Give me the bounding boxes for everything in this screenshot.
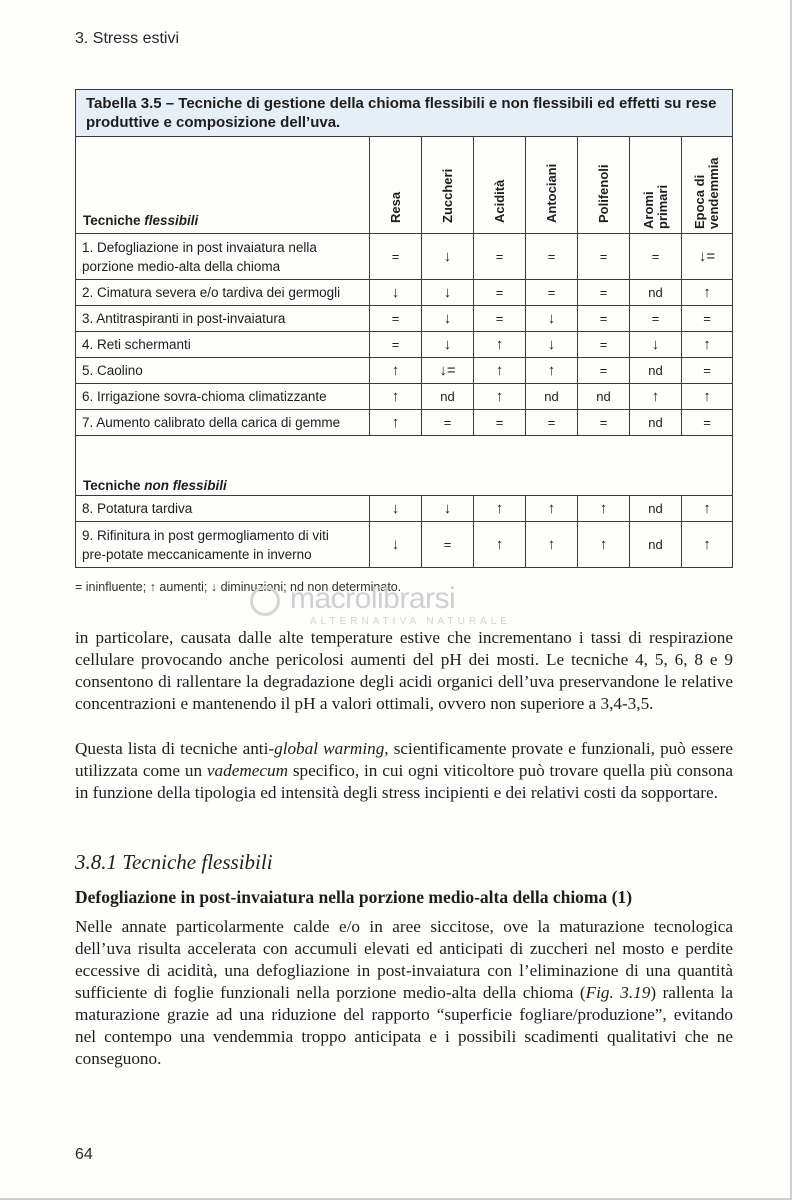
column-header: Epoca di vendemmia xyxy=(682,137,733,234)
table-legend: = ininfluente; ↑ aumenti; ↓ diminuzioni; nd non determinato. xyxy=(75,580,402,594)
flexible-header xyxy=(76,137,370,234)
table-cell: ↑ xyxy=(370,358,422,384)
table-cell: ↓= xyxy=(422,358,474,384)
table-cell: ↓ xyxy=(422,280,474,306)
table-cell: ↑ xyxy=(474,522,526,568)
table-cell: ↑ xyxy=(682,332,733,358)
table-cell: ↓ xyxy=(422,332,474,358)
watermark-brand: macrolibrarsi xyxy=(290,582,456,615)
table-cell: = xyxy=(526,234,578,280)
row-label: 5. Caolino xyxy=(76,358,370,384)
paragraph-1: in particolare, causata dalle alte temperature estive che incrementano i tassi di respirazione cellulare provocando anche pericolosi aumenti del pH dei mosti. Le tecniche 4, 5, 6, 8 e 9 consentono di rallentare la degradazione degli acidi organici dell’uva preservandone le relative concentrazioni e mantenendo il pH a valori ottimali, ovvero non superiore a 3,4-3,5. xyxy=(75,628,733,713)
table-cell: ↓ xyxy=(422,496,474,522)
column-header: Antociani xyxy=(526,137,578,234)
column-header: Acidità xyxy=(474,137,526,234)
table-cell: = xyxy=(370,306,422,332)
table-cell: ↑ xyxy=(474,384,526,410)
table-row xyxy=(76,496,733,522)
table-caption: Tabella 3.5 – Tecniche di gestione della chioma flessibili e non flessibili ed effetti su rese produttive e composizione dell’uva. xyxy=(76,90,733,137)
row-label: 6. Irrigazione sovra-chioma climatizzante xyxy=(76,384,370,410)
table-cell: = xyxy=(370,332,422,358)
table-cell: ↑ xyxy=(474,332,526,358)
column-header: Polifenoli xyxy=(578,137,630,234)
table-row xyxy=(76,332,733,358)
running-head: 3. Stress estivi xyxy=(75,30,180,47)
table-cell: = xyxy=(474,234,526,280)
watermark-logo-icon xyxy=(250,586,280,616)
table-cell: = xyxy=(474,306,526,332)
table-cell: ↑ xyxy=(630,384,682,410)
nonflexible-header-prefix: Tecniche xyxy=(83,478,145,493)
techniques-table xyxy=(75,89,733,568)
table-cell: ↑ xyxy=(578,496,630,522)
column-header: Zuccheri xyxy=(422,137,474,234)
table-cell: = xyxy=(578,332,630,358)
subsection-title: Defogliazione in post-invaiatura nella porzione medio-alta della chioma (1) xyxy=(75,887,633,907)
table-cell: ↑ xyxy=(682,522,733,568)
watermark xyxy=(250,582,550,632)
table-row xyxy=(76,306,733,332)
table-cell: = xyxy=(474,410,526,436)
table-cell: ↑ xyxy=(526,522,578,568)
table-cell: ↑ xyxy=(526,358,578,384)
nonflexible-rows xyxy=(76,496,733,568)
watermark-tagline: ALTERNATIVA NATURALE xyxy=(310,616,511,627)
section-title: 3.8.1 Tecniche flessibili xyxy=(75,850,273,874)
table-cell: nd xyxy=(422,384,474,410)
table-row xyxy=(76,234,733,280)
table-cell: = xyxy=(422,522,474,568)
row-label: 2. Cimatura severa e/o tardiva dei germogli xyxy=(76,280,370,306)
table-cell: ↑ xyxy=(474,358,526,384)
paragraph-3: Nelle annate particolarmente calde e/o in aree siccitose, ove la maturazione tecnologica dell’uva risulta accelerata con accumuli elevati ed anticipati di zuccheri nel mosto e perdite eccessive di acidità, una defogliazione in post-invaiatura con l’eliminazione di una quantità sufficiente di foglie funzionali nella porzione medio-alta della chioma (Fig. 3.19) rallenta la maturazione grazie ad una riduzione del rapporto “superficie fogliare/produzione”, evitando nel contempo una vendemmia troppo anticipata e i possibili scadimenti qualitativi che ne conseguono. xyxy=(75,917,733,1068)
table-cell: nd xyxy=(630,522,682,568)
column-header: Aromi primari xyxy=(630,137,682,234)
table-cell: ↓ xyxy=(526,306,578,332)
page-number: 64 xyxy=(75,1146,93,1163)
table-row xyxy=(76,384,733,410)
table-cell: = xyxy=(578,234,630,280)
table-cell: = xyxy=(578,358,630,384)
table-cell: ↓= xyxy=(682,234,733,280)
table-3-5 xyxy=(75,89,732,568)
table-cell: ↓ xyxy=(630,332,682,358)
table-cell: = xyxy=(526,280,578,306)
table-cell: ↑ xyxy=(682,496,733,522)
table-cell: ↑ xyxy=(474,496,526,522)
table-cell: nd xyxy=(630,280,682,306)
table-cell: ↓ xyxy=(526,332,578,358)
row-label: 8. Potatura tardiva xyxy=(76,496,370,522)
flexible-header-italic: flessibili xyxy=(144,213,199,228)
row-label: 9. Rifinitura in post germogliamento di viti pre-potate meccanicamente in inverno xyxy=(76,522,370,568)
table-header-row xyxy=(76,137,733,234)
table-cell: ↑ xyxy=(578,522,630,568)
table-cell: = xyxy=(578,306,630,332)
row-label: 1. Defogliazione in post invaiatura nella porzione medio-alta della chioma xyxy=(76,234,370,280)
table-cell: = xyxy=(630,306,682,332)
table-cell: ↑ xyxy=(682,280,733,306)
nonflexible-header-italic: non flessibili xyxy=(144,478,227,493)
column-header: Resa xyxy=(370,137,422,234)
table-cell: nd xyxy=(578,384,630,410)
table-cell: = xyxy=(682,410,733,436)
table-cell: ↑ xyxy=(526,496,578,522)
table-cell: = xyxy=(630,234,682,280)
table-cell: = xyxy=(682,306,733,332)
table-cell: = xyxy=(370,234,422,280)
table-cell: ↑ xyxy=(682,384,733,410)
table-cell: ↑ xyxy=(370,410,422,436)
table-cell: = xyxy=(682,358,733,384)
table-cell: ↓ xyxy=(422,234,474,280)
table-cell: nd xyxy=(630,358,682,384)
flexible-rows xyxy=(76,234,733,436)
table-row xyxy=(76,358,733,384)
table-cell: = xyxy=(578,280,630,306)
table-cell: = xyxy=(578,410,630,436)
table-cell: nd xyxy=(526,384,578,410)
flexible-header-prefix: Tecniche xyxy=(83,213,145,228)
table-row xyxy=(76,410,733,436)
table-cell: ↓ xyxy=(422,306,474,332)
table-cell: ↓ xyxy=(370,496,422,522)
row-label: 4. Reti schermanti xyxy=(76,332,370,358)
paragraph-2: Questa lista di tecniche anti-global warming, scientificamente provate e funzionali, può essere utilizzata come un vademecum specifico, in cui ogni viticoltore può trovare quella più consona in funzione della tipologia ed intensità degli stress incipienti e dei relativi costi da sopportare. xyxy=(75,739,734,802)
table-cell: ↓ xyxy=(370,522,422,568)
table-cell: ↓ xyxy=(370,280,422,306)
table-row xyxy=(76,522,733,568)
table-cell: ↑ xyxy=(370,384,422,410)
table-row xyxy=(76,280,733,306)
table-cell: nd xyxy=(630,410,682,436)
nonflexible-header xyxy=(76,436,733,496)
table-cell: = xyxy=(526,410,578,436)
table-cell: = xyxy=(474,280,526,306)
table-cell: = xyxy=(422,410,474,436)
table-cell: nd xyxy=(630,496,682,522)
row-label: 3. Antitraspiranti in post-invaiatura xyxy=(76,306,370,332)
row-label: 7. Aumento calibrato della carica di gemme xyxy=(76,410,370,436)
nonflexible-header-row xyxy=(76,436,733,496)
